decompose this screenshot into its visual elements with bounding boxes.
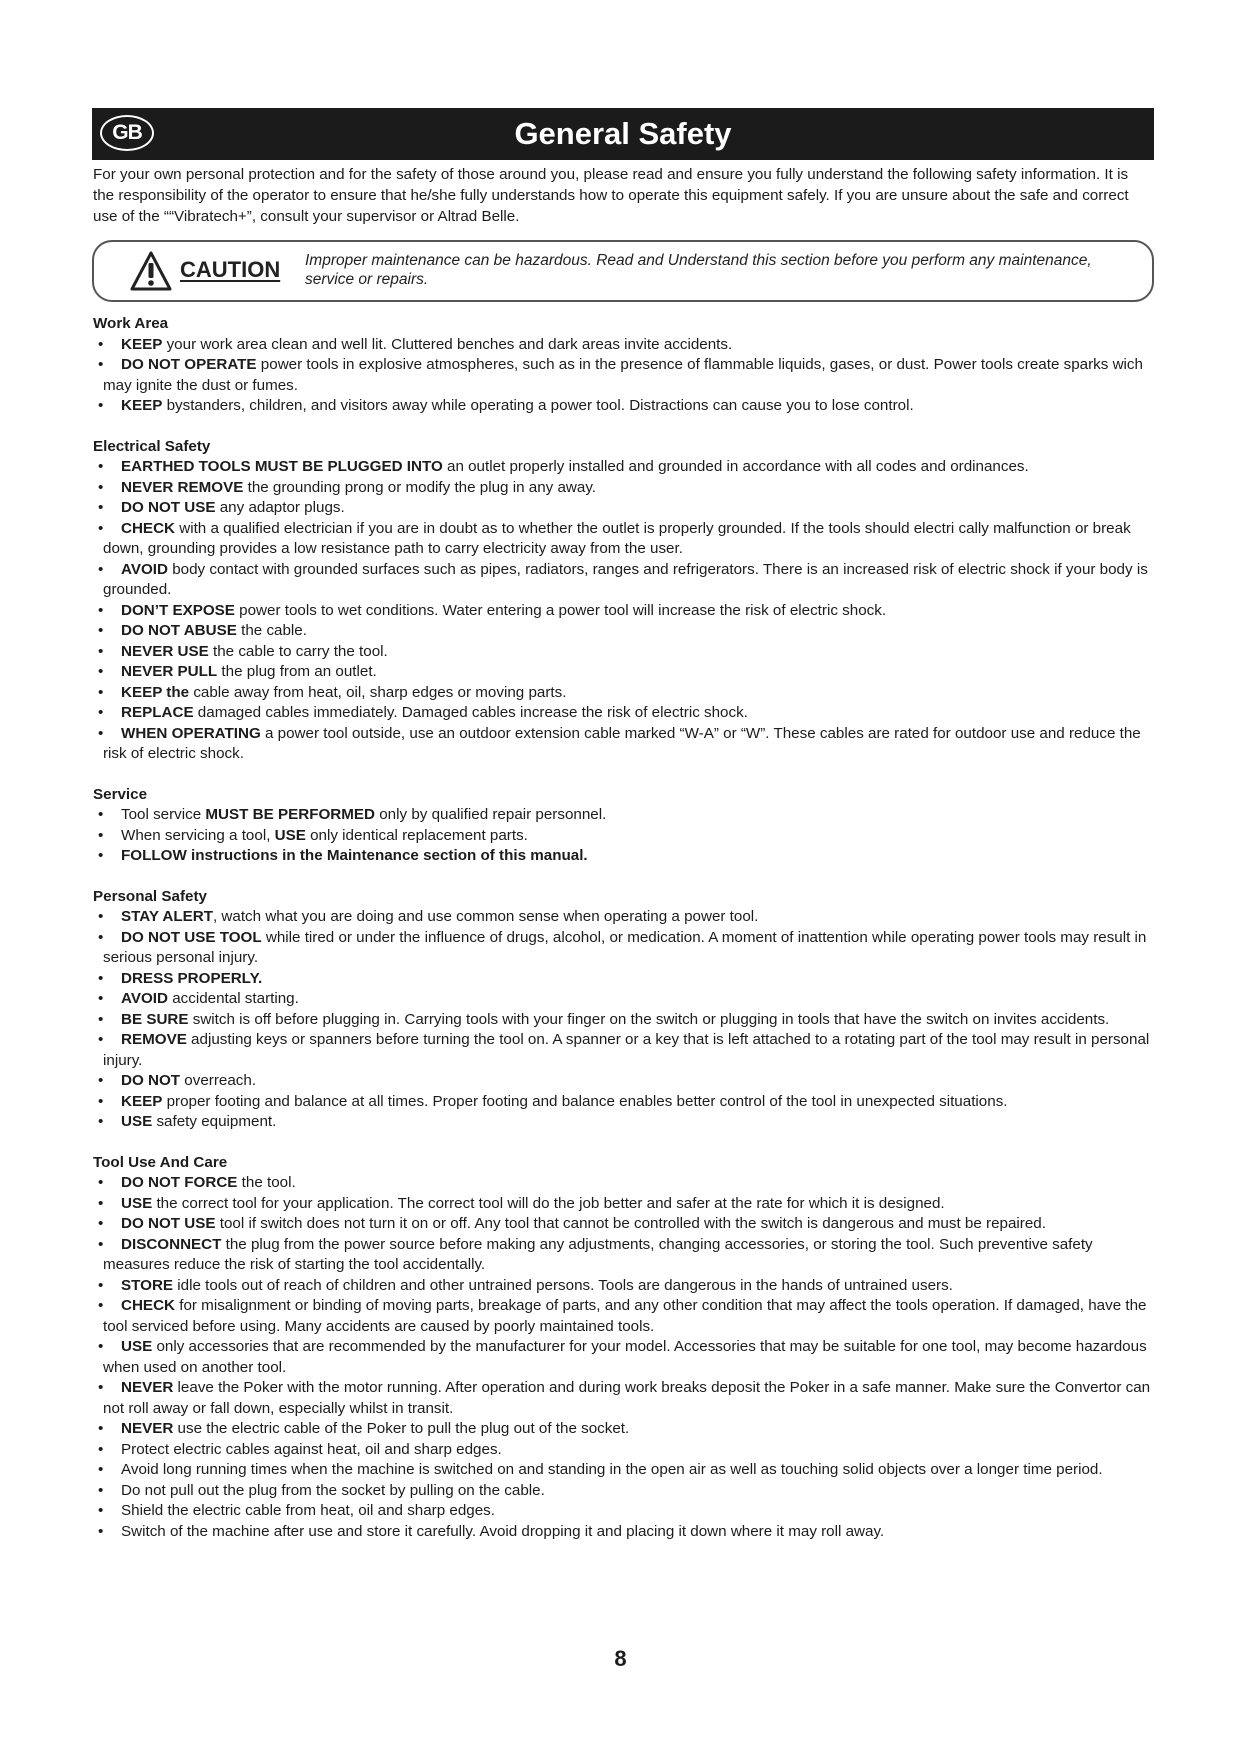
list-item bbox=[93, 928, 1153, 969]
item-text: body contact with grounded surfaces such as pipes, radiators, ranges and refrigerators. There is an increased risk of electric shock if your body is grounded. bbox=[103, 560, 1148, 598]
item-keyword: DO NOT USE bbox=[121, 499, 216, 516]
list-item bbox=[93, 1030, 1153, 1071]
item-text-pre: Avoid long running times when the machine is switched on and standing in the open air as well as touching solid objects over a longer time period. bbox=[121, 1461, 1103, 1478]
item-text: the tool. bbox=[237, 1174, 296, 1191]
item-text: , watch what you are doing and use common sense when operating a power tool. bbox=[212, 908, 759, 925]
list-item bbox=[93, 846, 1153, 867]
list-item bbox=[93, 703, 1153, 724]
item-text: for misalignment or binding of moving parts, breakage of parts, and any other condition that may affect the tools operation. If damaged, have the tool serviced before using. Many accidents are caused by poorly maintained tools. bbox=[103, 1297, 1147, 1335]
list-item bbox=[93, 642, 1153, 663]
item-keyword: NEVER REMOVE bbox=[121, 478, 244, 496]
item-keyword: REMOVE bbox=[121, 1031, 187, 1048]
list-item bbox=[93, 396, 1153, 417]
item-keyword: CHECK bbox=[121, 1297, 176, 1314]
item-text-pre: Switch of the machine after use and store it carefully. Avoid dropping it and placing it down where it may roll away. bbox=[121, 1522, 885, 1540]
list-item bbox=[93, 478, 1153, 499]
list-item bbox=[93, 662, 1153, 683]
list-item bbox=[93, 1440, 1153, 1461]
item-text: power tools in explosive atmospheres, such as in the presence of flammable liquids, gases, or dust. Power tools create sparks wich may ignite the dust or fumes. bbox=[103, 356, 1143, 394]
item-text: accidental starting. bbox=[167, 990, 299, 1007]
item-keyword: DO NOT ABUSE bbox=[121, 622, 237, 639]
page-title: General Safety bbox=[514, 116, 732, 151]
item-text-pre: When servicing a tool, bbox=[121, 826, 275, 844]
list-item bbox=[93, 724, 1153, 765]
item-keyword: KEEP bbox=[121, 1092, 163, 1110]
list-item bbox=[93, 519, 1153, 560]
bullet-list bbox=[93, 335, 1153, 417]
item-keyword: STORE bbox=[121, 1276, 174, 1294]
item-keyword: USE bbox=[121, 1113, 153, 1130]
list-item bbox=[93, 989, 1153, 1010]
item-keyword: DO NOT bbox=[121, 1072, 181, 1089]
item-keyword: DO NOT FORCE bbox=[121, 1174, 238, 1191]
warning-triangle-icon bbox=[128, 249, 174, 293]
list-item bbox=[93, 1460, 1153, 1481]
item-keyword: KEEP the bbox=[121, 683, 190, 701]
list-item bbox=[93, 1112, 1153, 1133]
item-keyword: DO NOT OPERATE bbox=[121, 356, 257, 373]
item-keyword: USE bbox=[274, 826, 306, 844]
section-heading: Work Area bbox=[93, 315, 169, 332]
list-item bbox=[93, 1481, 1153, 1502]
item-keyword: KEEP bbox=[121, 335, 163, 353]
item-keyword: EARTHED TOOLS MUST BE PLUGGED INTO bbox=[121, 458, 443, 475]
section-personal-safety bbox=[93, 887, 1153, 1133]
list-item bbox=[93, 683, 1153, 704]
item-text-pre: Tool service bbox=[121, 806, 206, 823]
item-text: a power tool outside, use an outdoor extension cable marked “W-A” or “W”. These cables are rated for outdoor use and reduce the risk of electric shock. bbox=[103, 724, 1141, 762]
item-keyword: USE bbox=[121, 1338, 153, 1355]
list-item bbox=[93, 621, 1153, 642]
list-item bbox=[93, 1194, 1153, 1215]
caution-label: CAUTION bbox=[180, 257, 281, 282]
item-keyword: STAY ALERT bbox=[121, 908, 213, 925]
bullet-list bbox=[93, 805, 1153, 867]
item-keyword: AVOID bbox=[121, 990, 168, 1007]
list-item bbox=[93, 1276, 1153, 1297]
item-text: overreach. bbox=[180, 1072, 257, 1089]
item-keyword: DO NOT USE TOOL bbox=[121, 928, 262, 946]
safety-sections bbox=[93, 314, 1153, 1562]
item-text: the cable to carry the tool. bbox=[208, 642, 388, 660]
item-keyword: WHEN OPERATING bbox=[121, 724, 261, 742]
list-item bbox=[93, 355, 1153, 396]
item-keyword: KEEP bbox=[121, 397, 163, 414]
section-tool-use-and-care bbox=[93, 1153, 1153, 1543]
item-text-pre: Protect electric cables against heat, oil and sharp edges. bbox=[121, 1440, 502, 1458]
list-item bbox=[93, 1522, 1153, 1543]
item-text: only by qualified repair personnel. bbox=[375, 806, 607, 823]
bullet-list bbox=[93, 907, 1153, 1133]
item-text: cable away from heat, oil, sharp edges or moving parts. bbox=[189, 683, 567, 701]
item-text: tool if switch does not turn it on or off. Any tool that cannot be controlled with the switch is dangerous and must be repaired. bbox=[215, 1215, 1046, 1232]
item-keyword: REPLACE bbox=[121, 704, 194, 721]
list-item bbox=[93, 969, 1153, 990]
item-text: switch is off before plugging in. Carrying tools with your finger on the switch or plugging in tools that have the switch on invites accidents. bbox=[188, 1010, 1110, 1028]
item-keyword: DO NOT USE bbox=[121, 1215, 216, 1232]
section-heading: Electrical Safety bbox=[93, 437, 211, 455]
page-number: 8 bbox=[614, 1646, 627, 1671]
item-keyword: FOLLOW instructions in the Maintenance section of this manual. bbox=[121, 847, 588, 864]
item-text: an outlet properly installed and grounded in accordance with all codes and ordinances. bbox=[442, 458, 1029, 475]
gb-language-badge: GB bbox=[100, 115, 154, 151]
list-item bbox=[93, 1214, 1153, 1235]
item-text: safety equipment. bbox=[152, 1113, 277, 1130]
item-text: proper footing and balance at all times. Proper footing and balance enables better control of the tool in unexpected situations. bbox=[162, 1092, 1008, 1110]
item-keyword: USE bbox=[121, 1194, 153, 1212]
list-item bbox=[93, 457, 1153, 478]
item-text: damaged cables immediately. Damaged cables increase the risk of electric shock. bbox=[193, 704, 748, 721]
caution-text: Improper maintenance can be hazardous. Read and Understand this section before you perform any maintenance, service or repairs. bbox=[305, 252, 1092, 288]
item-keyword: BE SURE bbox=[121, 1010, 189, 1028]
item-keyword: MUST BE PERFORMED bbox=[205, 806, 376, 823]
section-header bbox=[92, 108, 1154, 160]
item-text: use the electric cable of the Poker to pull the plug out of the socket. bbox=[173, 1420, 630, 1437]
list-item bbox=[93, 601, 1153, 622]
section-service bbox=[93, 785, 1153, 867]
item-text: only identical replacement parts. bbox=[305, 826, 528, 844]
item-text: while tired or under the influence of drugs, alcohol, or medication. A moment of inattention while operating power tools may result in serious personal injury. bbox=[103, 928, 1147, 966]
item-text: adjusting keys or spanners before turning the tool on. A spanner or a key that is left attached to a rotating part of the tool may result in personal injury. bbox=[103, 1031, 1150, 1069]
section-electrical-safety bbox=[93, 437, 1153, 765]
item-text-pre: Shield the electric cable from heat, oil and sharp edges. bbox=[121, 1502, 495, 1519]
list-item bbox=[93, 1010, 1153, 1031]
bullet-list bbox=[93, 1173, 1153, 1542]
list-item bbox=[93, 1296, 1153, 1337]
item-keyword: NEVER bbox=[121, 1379, 174, 1396]
item-text: leave the Poker with the motor running. After operation and during work breaks deposit the Poker in a safe manner. Make sure the Convertor can not roll away or fall down, especially whilst in transit. bbox=[103, 1379, 1151, 1417]
list-item bbox=[93, 1378, 1153, 1419]
item-keyword: NEVER PULL bbox=[121, 663, 218, 680]
list-item bbox=[93, 560, 1153, 601]
list-item bbox=[93, 1071, 1153, 1092]
item-text: your work area clean and well lit. Cluttered benches and dark areas invite accidents. bbox=[162, 335, 733, 353]
item-text: the correct tool for your application. The correct tool will do the job better and safer at the rate for which it is designed. bbox=[152, 1194, 945, 1212]
item-text: bystanders, children, and visitors away while operating a power tool. Distractions can cause you to lose control. bbox=[162, 397, 914, 414]
list-item bbox=[93, 805, 1153, 826]
item-text: only accessories that are recommended by the manufacturer for your model. Accessories that may be suitable for one tool, may become hazardous when used on another tool. bbox=[103, 1338, 1147, 1376]
item-text: the plug from an outlet. bbox=[217, 663, 377, 680]
list-item bbox=[93, 1173, 1153, 1194]
item-text-pre: Do not pull out the plug from the socket by pulling on the cable. bbox=[121, 1481, 545, 1499]
list-item bbox=[93, 335, 1153, 356]
section-heading: Service bbox=[93, 785, 148, 803]
item-keyword: NEVER bbox=[121, 1420, 174, 1437]
bullet-list bbox=[93, 457, 1153, 765]
item-text: the plug from the power source before making any adjustments, changing accessories, or storing the tool. Such preventive safety measures reduce the risk of starting the tool accidentally. bbox=[103, 1235, 1093, 1273]
list-item bbox=[93, 1337, 1153, 1378]
item-text: with a qualified electrician if you are in doubt as to whether the outlet is properly grounded. If the tools should electri cally malfunction or break down, grounding provides a low resistance path to carry electricity away from the user. bbox=[103, 519, 1131, 557]
item-text: idle tools out of reach of children and other untrained persons. Tools are dangerous in the hands of untrained users. bbox=[173, 1276, 953, 1294]
caution-box bbox=[92, 240, 1154, 302]
list-item bbox=[93, 826, 1153, 847]
item-text: the cable. bbox=[236, 622, 307, 639]
list-item bbox=[93, 907, 1153, 928]
list-item bbox=[93, 498, 1153, 519]
list-item bbox=[93, 1501, 1153, 1522]
list-item bbox=[93, 1092, 1153, 1113]
item-text: the grounding prong or modify the plug in any away. bbox=[243, 478, 597, 496]
section-work-area bbox=[93, 314, 1153, 417]
section-heading: Tool Use And Care bbox=[93, 1153, 228, 1171]
list-item bbox=[93, 1235, 1153, 1276]
list-item bbox=[93, 1419, 1153, 1440]
item-text: any adaptor plugs. bbox=[215, 499, 345, 516]
item-keyword: NEVER USE bbox=[121, 642, 209, 660]
item-text: power tools to wet conditions. Water entering a power tool will increase the risk of electric shock. bbox=[234, 601, 887, 619]
item-keyword: CHECK bbox=[121, 519, 176, 537]
section-heading: Personal Safety bbox=[93, 887, 207, 905]
item-keyword: AVOID bbox=[121, 560, 168, 578]
item-keyword: DISCONNECT bbox=[121, 1235, 222, 1253]
item-keyword: DRESS PROPERLY. bbox=[121, 969, 263, 987]
intro-paragraph: For your own personal protection and for the safety of those around you, please read and ensure you fully understand the following safety information. It is the responsibility of the operator to ensure that he/she fully understands how to operate this equipment safely. If you are unsure about the safe and correct use of the ““Vibratech+”, consult your supervisor or Altrad Belle. bbox=[93, 166, 1129, 225]
item-keyword: DON’T EXPOSE bbox=[121, 601, 235, 619]
